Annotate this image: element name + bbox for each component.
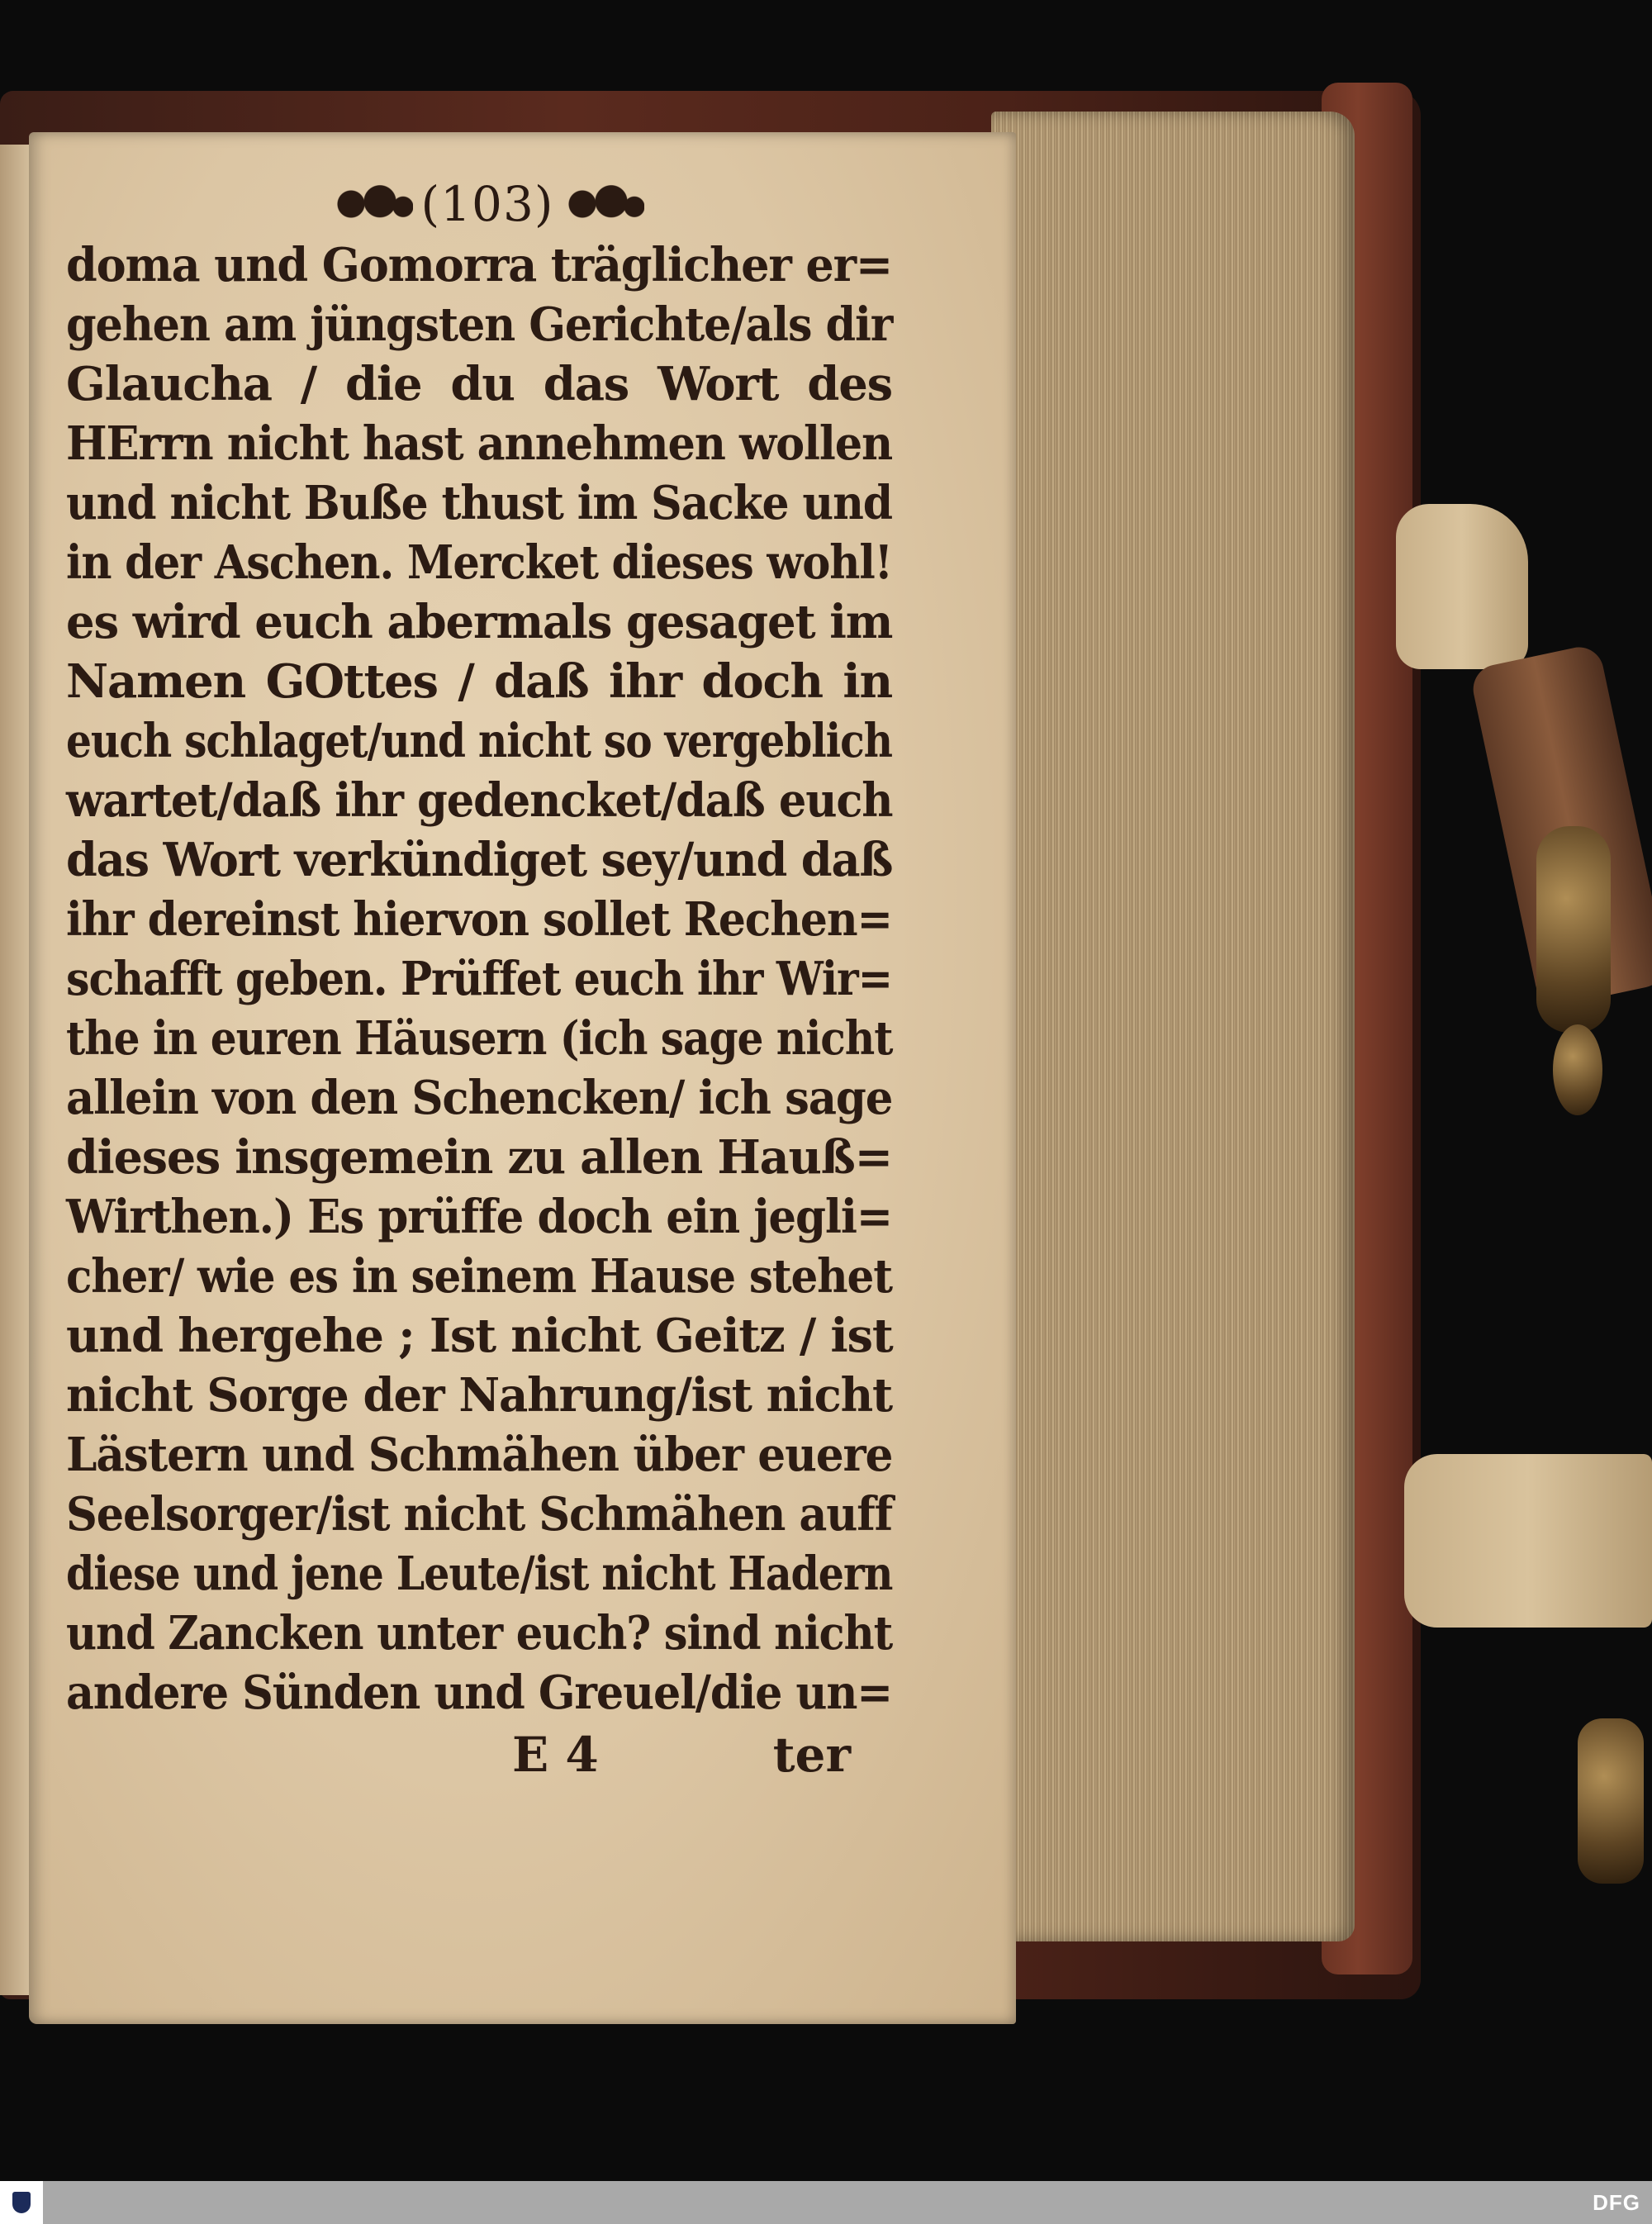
text-line: cher/ wie es in seinem Hause stehet xyxy=(66,1249,892,1304)
text-line: schafft geben. Prüffet euch ihr Wir= xyxy=(66,952,893,1006)
clasp-ring-upper-icon xyxy=(1553,1024,1602,1115)
text-line: gehen am jüngsten Gerichte/als dir xyxy=(66,297,893,352)
text-line: und hergehe ; Ist nicht Geitz / ist xyxy=(66,1309,893,1363)
text-line: wartet/daß ihr gedencket/daß euch xyxy=(66,773,893,828)
clasp-metal-upper-icon xyxy=(1536,826,1611,1033)
text-line: Namen GOttes / daß ihr doch in xyxy=(66,654,892,709)
text-line: nicht Sorge der Nahrung/ist nicht xyxy=(66,1368,893,1423)
text-line: allein von den Schencken/ ich sage xyxy=(66,1071,893,1125)
page-number: (103) xyxy=(420,176,554,232)
page-body-text xyxy=(66,235,892,1723)
text-line: andere Sünden und Greuel/die un= xyxy=(66,1666,893,1720)
text-line: und Zancken unter euch? sind nicht xyxy=(66,1606,893,1661)
ornament-left-icon xyxy=(330,177,413,231)
catchword: ter xyxy=(772,1727,851,1783)
text-line: es wird euch abermals gesaget im xyxy=(66,595,893,649)
ornament-right-icon xyxy=(562,177,644,231)
text-line: Lästern und Schmähen über euere xyxy=(66,1428,893,1482)
library-crest-icon xyxy=(12,2192,31,2213)
page-footer xyxy=(66,1727,851,1793)
library-logo[interactable] xyxy=(0,2181,43,2224)
left-page-edge xyxy=(0,145,33,1995)
text-line: the in euren Häusern (ich sage nicht xyxy=(66,1011,893,1066)
clasp-metal-lower-icon xyxy=(1578,1718,1644,1884)
viewer-bottom-bar xyxy=(0,2181,1652,2224)
page-fore-edge xyxy=(991,112,1355,1941)
text-line: euch schlaget/und nicht so vergeblich xyxy=(66,714,892,768)
signature-mark: E 4 xyxy=(512,1727,599,1783)
text-line: das Wort verkündiget sey/und daß xyxy=(66,833,893,887)
text-line: HErrn nicht hast annehmen wollen xyxy=(66,416,893,471)
text-line: diese und jene Leute/ist nicht Hadern xyxy=(66,1547,893,1601)
clasp-strap-lower xyxy=(1404,1454,1652,1628)
text-line: Seelsorger/ist nicht Schmähen auff xyxy=(66,1487,893,1542)
page-header xyxy=(330,167,644,241)
text-line: Wirthen.) Es prüffe doch ein jegli= xyxy=(66,1190,893,1244)
text-line: doma und Gomorra träglicher er= xyxy=(66,238,893,292)
text-line: ihr dereinst hiervon sollet Rechen= xyxy=(66,892,892,947)
text-line: und nicht Buße thust im Sacke und xyxy=(66,476,892,530)
text-line: in der Aschen. Mercket dieses wohl! xyxy=(66,535,892,590)
text-line: Glaucha / die du das Wort des xyxy=(66,357,892,411)
dfg-logo[interactable]: DFG xyxy=(1593,2189,1640,2215)
text-line: dieses insgemein zu allen Hauß= xyxy=(66,1130,893,1185)
clasp-strap-upper xyxy=(1396,504,1528,669)
